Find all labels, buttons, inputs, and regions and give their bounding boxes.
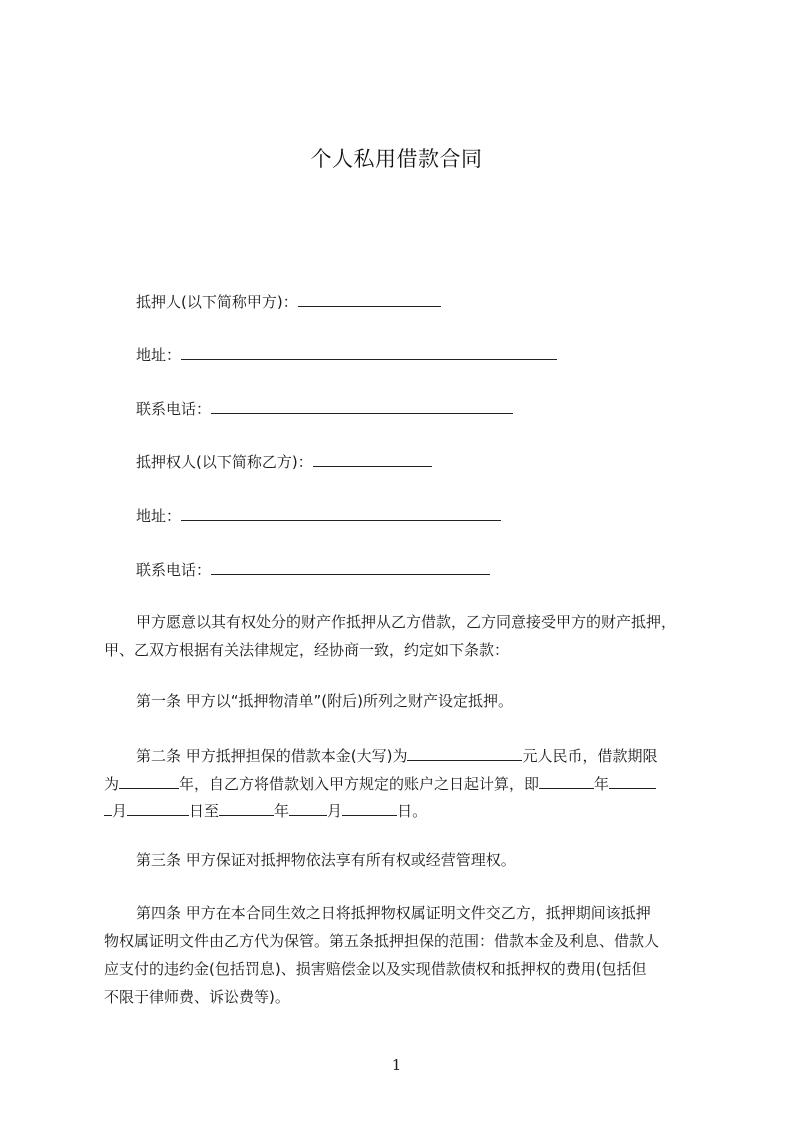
- article-2-text: 日至: [189, 802, 220, 820]
- principal-amount-blank[interactable]: [407, 745, 522, 761]
- address1-blank[interactable]: [181, 344, 557, 360]
- term-years-blank[interactable]: [119, 773, 179, 789]
- start-day-blank[interactable]: [127, 800, 189, 816]
- article-2-text: 年: [274, 802, 290, 820]
- intro-line-2: 甲、乙双方根据有关法律规定，经协商一致，约定如下条款：: [104, 641, 510, 659]
- article-1: 第一条 甲方以“抵押物清单”(附后)所列之财产设定抵押。: [136, 692, 514, 710]
- intro-line-1: 甲方愿意以其有权处分的财产作抵押从乙方借款，乙方同意接受甲方的财产抵押，: [136, 613, 677, 631]
- mortgagor-field: [136, 291, 441, 312]
- article-2-line-1: [136, 745, 658, 766]
- article-2-text: 第二条 甲方抵押担保的借款本金(大写)为: [136, 747, 408, 765]
- end-year-blank[interactable]: [219, 800, 274, 816]
- article-4-line-3: 应支付的违约金(包括罚息)、损害赔偿金以及实现借款债权和抵押权的费用(包括但: [104, 960, 647, 978]
- mortgagee-field: [136, 451, 432, 472]
- mortgagor-blank[interactable]: [298, 291, 441, 307]
- article-4-line-4: 不限于律师费、诉讼费等)。: [104, 988, 290, 1006]
- mortgagee-label: 抵押权人(以下简称乙方)：: [136, 453, 313, 471]
- address2-field: [136, 505, 501, 526]
- article-2-text: 月: [112, 802, 128, 820]
- article-4-line-1: 第四条 甲方在本合同生效之日将抵押物权属证明文件交乙方，抵押期间该抵押: [136, 904, 651, 922]
- article-2-text: 为: [104, 775, 120, 793]
- start-year-blank[interactable]: [539, 773, 594, 789]
- address1-label: 地址：: [136, 346, 182, 364]
- mortgagee-blank[interactable]: [313, 451, 432, 467]
- phone1-field: [136, 398, 513, 419]
- article-4-line-2: 物权属证明文件由乙方代为保管。第五条抵押担保的范围：借款本金及利息、借款人: [104, 932, 660, 950]
- page-number: 1: [391, 1056, 402, 1074]
- address2-blank[interactable]: [181, 505, 501, 521]
- document-title: 个人私用借款合同: [310, 147, 483, 171]
- end-month-blank[interactable]: [289, 800, 327, 816]
- phone2-label: 联系电话：: [136, 561, 212, 579]
- article-2-text: 日。: [397, 802, 428, 820]
- phone2-field: [136, 559, 490, 580]
- phone1-blank[interactable]: [211, 398, 513, 414]
- phone2-blank[interactable]: [211, 559, 490, 575]
- mortgagor-label: 抵押人(以下简称甲方)：: [136, 293, 298, 311]
- article-2-line-3: [104, 800, 427, 821]
- article-2-text: 年: [594, 775, 610, 793]
- end-day-blank[interactable]: [342, 800, 397, 816]
- article-2-text: 年，自乙方将借款划入甲方规定的账户之日起计算，即: [179, 775, 540, 793]
- article-2-text: 元人民币，借款期限: [522, 747, 658, 765]
- start-month-blank[interactable]: [609, 773, 656, 789]
- start-month-blank-cont[interactable]: [104, 800, 112, 816]
- article-2-line-2: [104, 773, 656, 794]
- article-2-text: 月: [327, 802, 343, 820]
- address1-field: [136, 344, 557, 365]
- phone1-label: 联系电话：: [136, 400, 212, 418]
- address2-label: 地址：: [136, 507, 182, 525]
- article-3: 第三条 甲方保证对抵押物依法享有所有权或经营管理权。: [136, 851, 516, 869]
